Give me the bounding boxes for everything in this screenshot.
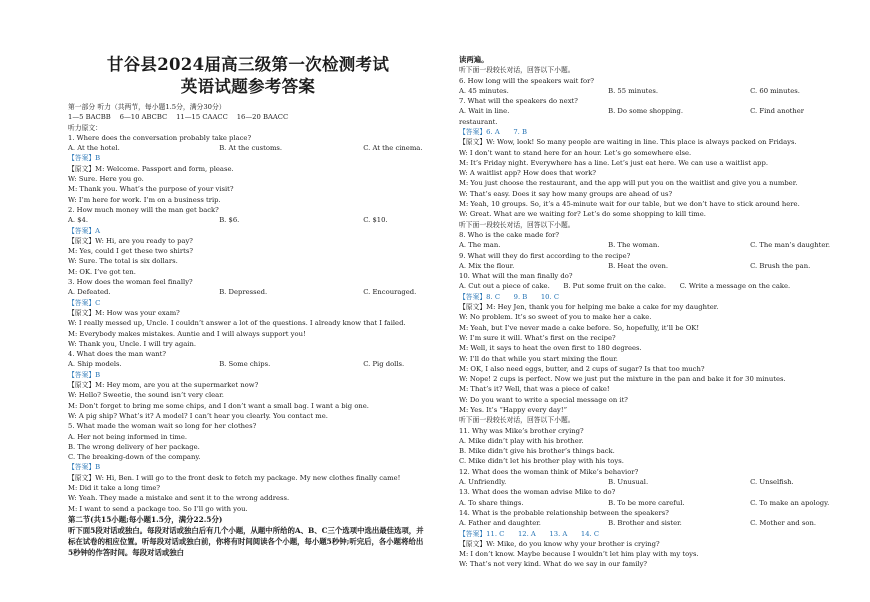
text-line: 7. What will the speakers do next?	[459, 97, 578, 106]
option-text: C. 60 minutes.	[750, 86, 800, 95]
text-line: W: I’m here for work. I’m on a business trip.	[68, 195, 221, 204]
transcript-line: 【原文】W: Hi, Ben. I will go to the front desk to fetch my package. My new clothes finally came!	[68, 473, 401, 482]
option-text: B. At the customs.	[219, 144, 283, 153]
option-text: A. Unfriendly.	[459, 478, 507, 487]
text-line: 听下面一段较长对话，回答以下小题。	[459, 416, 575, 425]
text-line: M: OK. I’ve got ten.	[68, 267, 136, 276]
answer-line: 【答案】B	[68, 154, 101, 163]
option-text: A. At the hotel.	[68, 144, 120, 153]
text-line: W: I’ll do that while you start mixing the flour.	[459, 354, 618, 363]
text-line: 3. How does the woman feel finally?	[68, 278, 193, 287]
option-text: C. Mother and son.	[750, 519, 817, 528]
option-text: B. Depressed.	[219, 288, 268, 297]
option-row	[68, 143, 428, 153]
option-row	[459, 261, 814, 271]
option-text: A. Ship models.	[68, 360, 122, 369]
text-line: 6. How long will the speakers wait for?	[459, 76, 594, 85]
answer-line: 【答案】6. A 7. B	[459, 127, 527, 136]
text-line: M: Yeah, 10 groups. So, it’s a 45-minute wait for our table, but we don’t have to stick around here.	[459, 200, 800, 209]
text-line: M: Yes. It’s “Happy every day!”	[459, 406, 568, 414]
text-line: W: No problem. It’s so sweet of you to make her a cake.	[459, 313, 652, 322]
option-text: A. To share things.	[459, 498, 524, 507]
text-line: A. Mike didn’t play with his brother.	[459, 436, 584, 445]
text-line: M: OK, I also need eggs, butter, and 2 cups of sugar? Is that too much?	[459, 364, 705, 373]
text-line: B. The wrong delivery of her package.	[68, 442, 200, 451]
right-body	[459, 54, 831, 570]
text-line: 13. What does the woman advise Mike to do?	[459, 488, 616, 497]
text-line: A. Cut out a piece of cake. B. Put some fruit on the cake. C. Write a message on the cake.	[459, 282, 791, 291]
text-line: C. Mike didn’t let his brother play with his toys.	[459, 457, 624, 466]
option-text: B. To be more careful.	[608, 498, 685, 507]
text-line: W: That’s not very kind. What do we say in our family?	[459, 560, 648, 569]
answer-line: 【答案】8. C 9. B 10. C	[459, 292, 560, 301]
text-line: W: I don’t want to stand here for an hour. Let’s go somewhere else.	[459, 148, 692, 157]
text-line: M: Did it take a long time?	[68, 483, 161, 492]
option-text: B. Unusual.	[608, 478, 649, 487]
answer-line: 【答案】B	[68, 370, 101, 379]
option-text: B. Brother and sister.	[608, 519, 682, 528]
text-line: M: Don’t forget to bring me some chips, and I don’t want a small bag. I want a big one.	[68, 401, 369, 410]
option-text: B. Do some shopping.	[608, 107, 684, 116]
option-row	[68, 359, 428, 369]
option-text: B. 55 minutes.	[608, 86, 658, 95]
text-line: 5. What made the woman wait so long for her clothes?	[68, 422, 257, 431]
text-line: M: Yeah, but I’ve never made a cake before. So, hopefully, it’ll be OK!	[459, 323, 700, 332]
text-line: 2. How much money will the man get back?	[68, 205, 219, 214]
transcript-line: 【原文】W: Hi, are you ready to pay?	[68, 236, 193, 245]
option-row	[459, 106, 814, 116]
text-line: B. Mike didn’t give his brother’s things back.	[459, 447, 615, 456]
option-text: A. Wait in line.	[459, 107, 510, 116]
option-text: C. Unselfish.	[750, 478, 794, 487]
text-line: W: That’s easy. Does it say how many groups are ahead of us?	[459, 189, 673, 198]
option-text: C. Brush the pan.	[750, 261, 811, 270]
option-row	[68, 215, 428, 225]
text-line: 14. What is the probable relationship between the speakers?	[459, 508, 669, 517]
option-text: B. $6.	[219, 216, 240, 225]
left-body	[68, 102, 428, 559]
option-text: A. 45 minutes.	[459, 86, 509, 95]
option-row	[459, 477, 814, 487]
option-text: C. Find another	[750, 107, 805, 116]
text-line: W: Sure. The total is six dollars.	[68, 257, 178, 266]
option-row	[459, 518, 817, 528]
text-line: 听下面一段较长对话，回答以下小题。	[459, 66, 575, 75]
text-line: 听力原文：	[68, 123, 102, 132]
section-heading: 读两遍。	[459, 55, 489, 64]
text-line: restaurant.	[459, 117, 498, 126]
text-line: W: A pig ship? What’s it? A model? I can’t hear you clearly. You contact me.	[68, 411, 328, 420]
text-line: 8. Who is the cake made for?	[459, 230, 560, 239]
document-title: 甘谷县2024届高三级第一次检测考试	[106, 55, 390, 74]
text-line: W: Sure. Here you go.	[68, 175, 144, 184]
option-text: C. To make an apology.	[750, 498, 830, 507]
answer-line: 【答案】A	[68, 226, 101, 235]
text-line: M: It’s Friday night. Everywhere has a line. Let’s just eat here. We can use a waitlist app.	[459, 158, 769, 167]
text-line: C. The breaking-down of the company.	[68, 453, 201, 462]
option-text: A. $4.	[68, 216, 89, 225]
right-column	[459, 54, 831, 570]
option-text: A. Defeated.	[68, 288, 111, 297]
text-line: W: Yeah. They made a mistake and sent it to the wrong address.	[68, 494, 290, 503]
text-line: W: Do you want to write a special message on it?	[459, 395, 628, 404]
option-text: C. Pig dolls.	[363, 360, 405, 369]
text-line: W: Hello? Sweetie, the sound isn’t very clear.	[68, 391, 224, 400]
transcript-line: 【原文】M: Hey Jen, thank you for helping me bake a cake for my daughter.	[459, 303, 719, 312]
answer-line: 【答案】C	[68, 298, 101, 307]
text-line: M: I want to send a package too. So I’ll go with you.	[68, 504, 248, 513]
option-text: A. The man.	[459, 241, 501, 250]
transcript-line: 【原文】M: Welcome. Passport and form, please.	[68, 164, 234, 173]
document-subtitle: 英语试题参考答案	[180, 77, 316, 96]
option-text: B. The woman.	[608, 241, 660, 250]
text-line: 第一部分 听力（共两节，每小题1.5分，满分30分）	[68, 103, 226, 111]
text-line: M: Yes, could I get these two shirts?	[68, 247, 193, 256]
text-line: 12. What does the woman think of Mike’s behavior?	[459, 467, 639, 476]
option-text: B. Heat the oven.	[608, 261, 669, 270]
option-text: C. The man’s daughter.	[750, 241, 831, 250]
text-line: W: A waitlist app? How does that work?	[459, 169, 597, 178]
option-text: A. Father and daughter.	[459, 519, 541, 528]
text-line: 1—5 BACBB 6—10 ABCBC 11—15 CAACC 16—20 BAACC	[68, 113, 289, 122]
option-row	[459, 240, 831, 250]
transcript-line: 【原文】W: Wow, look! So many people are waiting in line. This place is always packed on Fridays.	[459, 138, 797, 147]
text-line: 听下面一段较长对话，回答以下小题。	[459, 220, 575, 229]
option-row	[459, 498, 830, 508]
text-line: W: Great. What are we waiting for? Let’s do some shopping to kill time.	[459, 210, 706, 219]
text-line: M: Well, it says to heat the oven first to 180 degrees.	[459, 344, 642, 353]
text-line: 1. Where does the conversation probably take place?	[68, 133, 252, 142]
option-text: C. At the cinema.	[363, 144, 423, 153]
text-line: W: Thank you, Uncle. I will try again.	[68, 339, 197, 348]
option-text: B. Some chips.	[219, 360, 271, 369]
answer-line: 【答案】B	[68, 463, 101, 472]
option-text: C. $10.	[363, 216, 388, 225]
text-line: 10. What will the man finally do?	[459, 272, 573, 281]
text-line: W: Nope! 2 cups is perfect. Now we just put the mixture in the pan and bake it for 30 minutes.	[459, 375, 786, 384]
option-text: A. Mix the flour.	[459, 261, 515, 270]
text-line: M: That’s it? Well, that was a piece of cake!	[459, 385, 610, 394]
text-line: W: I’m sure it will. What’s first on the recipe?	[459, 333, 616, 342]
option-row	[68, 287, 428, 297]
text-line: 9. What will they do first according to the recipe?	[459, 251, 631, 260]
transcript-line: 【原文】W: Mike, do you know why your brother is crying?	[459, 539, 660, 548]
left-column	[68, 54, 428, 559]
option-row	[459, 86, 814, 96]
answer-line: 【答案】11. C 12. A 13. A 14. C	[459, 529, 600, 538]
transcript-line: 【原文】M: Hey mom, are you at the supermarket now?	[68, 381, 259, 390]
text-line: 11. Why was Mike’s brother crying?	[459, 426, 584, 435]
option-text: C. Encouraged.	[363, 288, 417, 297]
text-line: A. Her not being informed in time.	[68, 432, 188, 441]
text-line: M: You just choose the restaurant, and the app will put you on the waitlist and give you a number.	[459, 179, 798, 188]
text-line: M: Thank you. What’s the purpose of your visit?	[68, 185, 234, 194]
text-line: M: Everybody makes mistakes. Auntie and I will always support you!	[68, 329, 306, 338]
transcript-line: 【原文】M: How was your exam?	[68, 308, 180, 317]
text-line: 4. What does the man want?	[68, 350, 167, 359]
text-line: W: I really messed up, Uncle. I couldn’t answer a lot of the questions. I already know that I failed.	[68, 319, 406, 328]
section-heading: 第二节(共15小题;每小题1.5分，满分22.5分)	[68, 514, 223, 524]
section-heading: 听下面5段对话或独白。每段对话或独白后有几个小题，从题中所给的A、B、C三个选项中选出最佳选项，并标在试卷的相应位置。听每段对话或独白前，你将有时间阅读各个小题，每小题5秒钟;听完后，各小题将给出5秒钟的作答时间。每段对话或独白	[68, 526, 424, 558]
text-line: M: I don’t know. Maybe because I wouldn’t let him play with my toys.	[459, 550, 699, 559]
